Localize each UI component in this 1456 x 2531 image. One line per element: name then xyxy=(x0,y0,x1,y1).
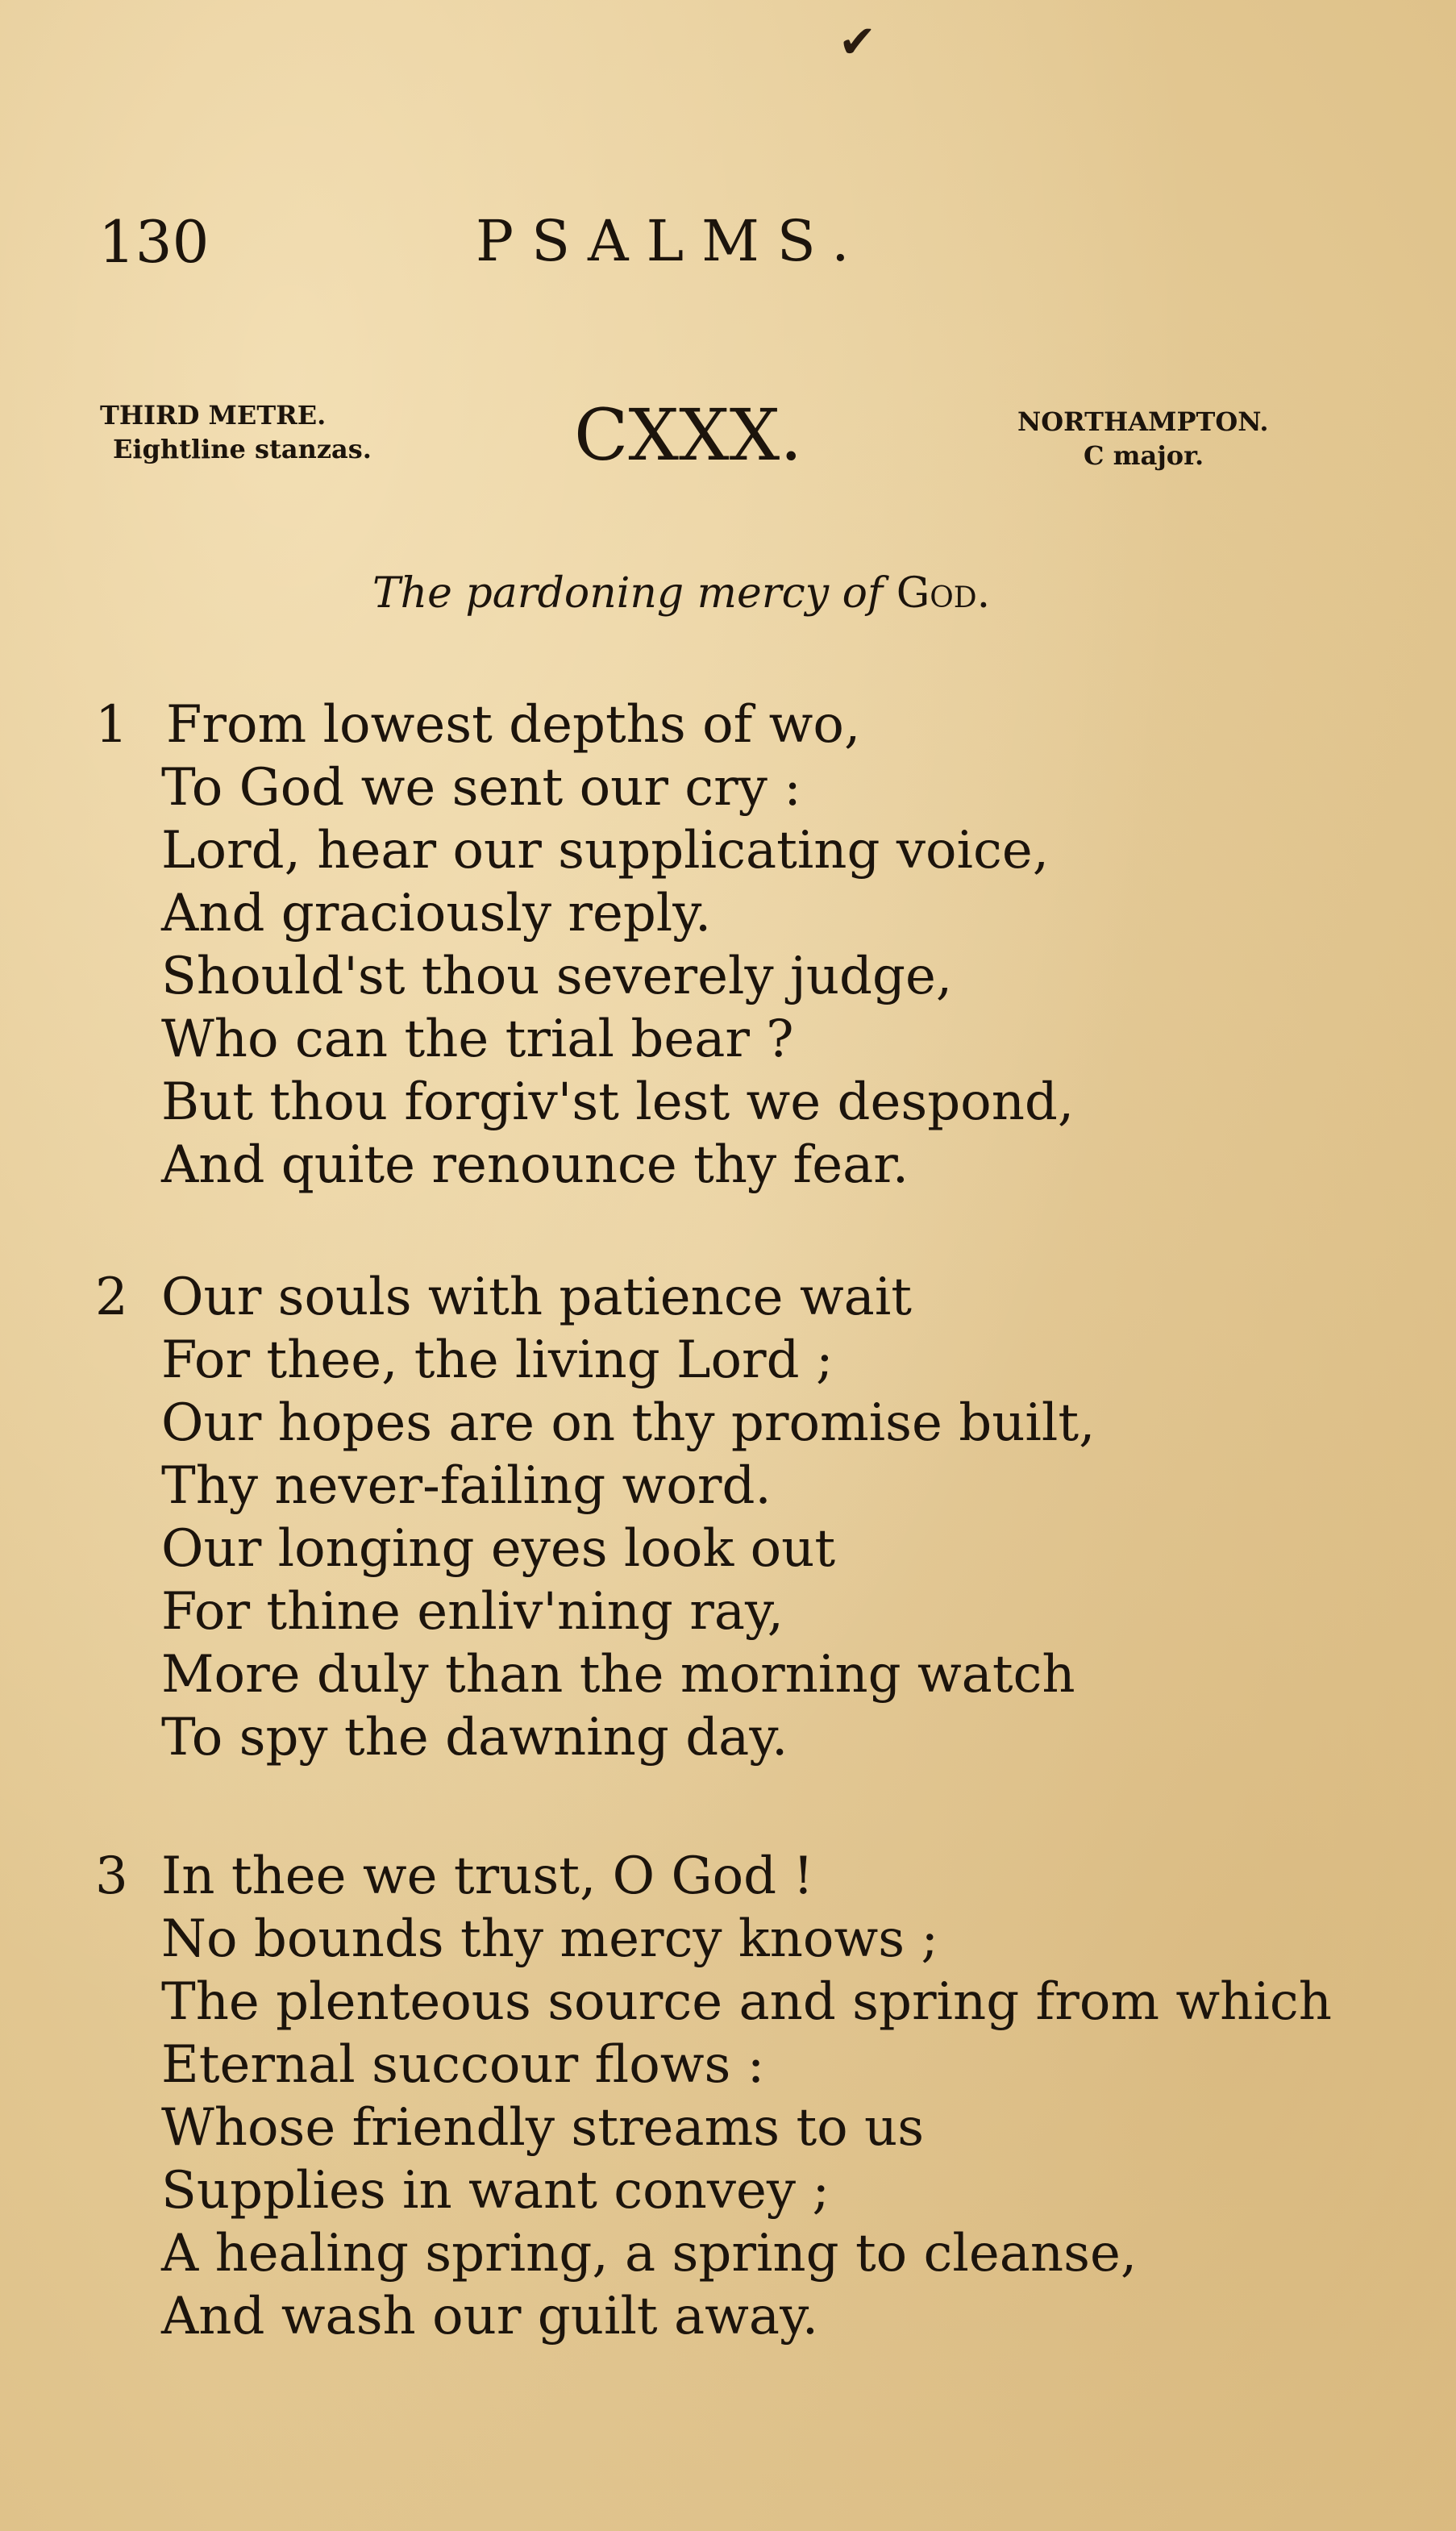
ornament-mark: ✔ xyxy=(838,16,876,69)
verse-line: Supplies in want convey ; xyxy=(161,2161,830,2221)
verse-line: Whose friendly streams to us xyxy=(161,2098,925,2158)
verse-line: To God we sent our cry : xyxy=(161,758,801,818)
verse-line: Our longing eyes look out xyxy=(161,1519,836,1579)
verse-number: 3 xyxy=(95,1846,128,1906)
subtitle-god: God. xyxy=(896,569,991,618)
verse-line: Should'st thou severely judge, xyxy=(161,947,953,1006)
verse-line: And wash our guilt away. xyxy=(161,2287,819,2346)
verse-line: No bounds thy mercy knows ; xyxy=(161,1909,938,1969)
page-number: 130 xyxy=(98,208,210,276)
running-head: PSALMS. xyxy=(476,208,867,274)
subtitle-text: The pardoning mercy of xyxy=(372,569,884,618)
verse-line: Who can the trial bear ? xyxy=(161,1009,794,1069)
verse-line: Lord, hear our supplicating voice, xyxy=(161,821,1050,880)
verse-line: Our hopes are on thy promise built, xyxy=(161,1393,1096,1453)
verse-line: For thee, the living Lord ; xyxy=(161,1330,834,1390)
verse-line: Our souls with patience wait xyxy=(161,1268,912,1327)
verse-line: Thy never-failing word. xyxy=(161,1456,772,1516)
verse-number: 1 xyxy=(95,695,128,755)
verse-line: A healing spring, a spring to cleanse, xyxy=(161,2224,1138,2283)
verse-line: Eternal succour flows : xyxy=(161,2035,765,2095)
verse-line: From lowest depths of wo, xyxy=(166,695,861,755)
verse-line: But thou forgiv'st lest we despond, xyxy=(161,1072,1075,1132)
verse-line: To spy the dawning day. xyxy=(161,1708,788,1767)
verse-line: More duly than the morning watch xyxy=(161,1645,1075,1705)
tune-key: C major. xyxy=(1084,440,1204,471)
psalm-subtitle xyxy=(372,569,990,618)
metre-label: THIRD METRE. xyxy=(100,400,327,431)
verse-line: In thee we trust, O God ! xyxy=(161,1846,814,1906)
verse-number: 2 xyxy=(95,1268,128,1327)
verse-line: For thine enliv'ning ray, xyxy=(161,1582,784,1642)
stanza-label: Eightline stanzas. xyxy=(113,434,372,464)
tune-name: NORTHAMPTON. xyxy=(1017,406,1269,437)
verse-line: The plenteous source and spring from which xyxy=(161,1972,1332,2032)
psalm-number: CXXX. xyxy=(574,393,803,477)
verse-line: And quite renounce thy fear. xyxy=(161,1135,909,1195)
verse-line: And graciously reply. xyxy=(161,884,712,943)
